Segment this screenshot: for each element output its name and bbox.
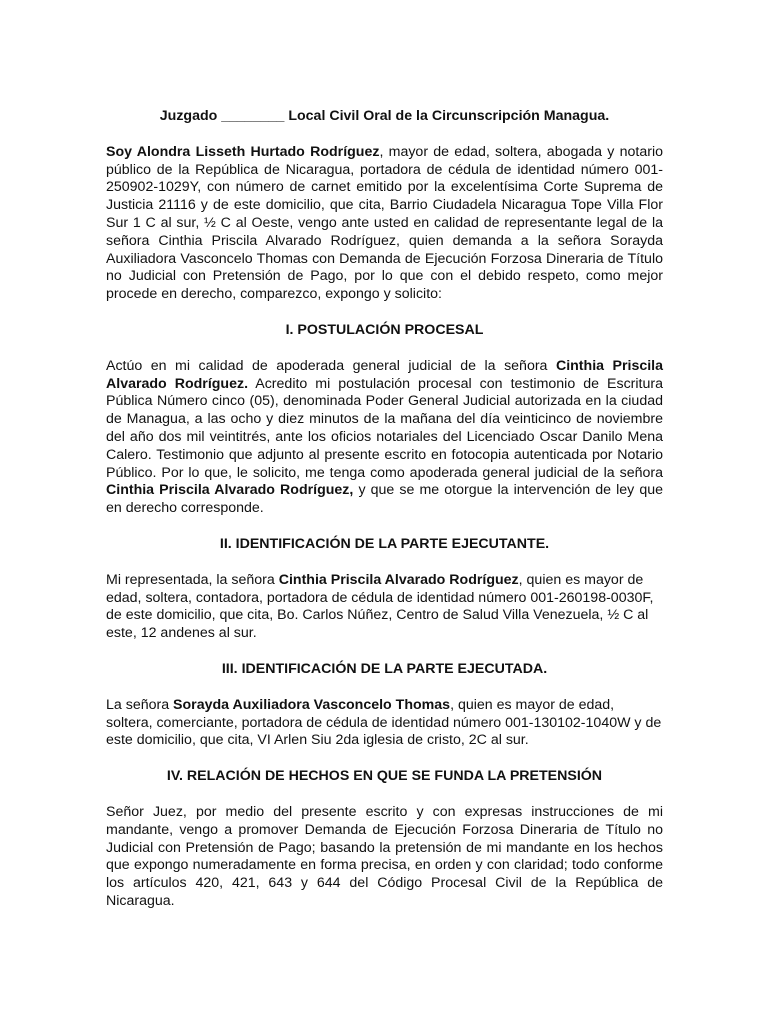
ejecutada-paragraph (106, 697, 663, 750)
attorney-name: Soy Alondra Lisseth Hurtado Rodríguez (106, 143, 380, 160)
section-heading-ejecutada: III. IDENTIFICACIÓN DE LA PARTE EJECUTADA. (221, 660, 548, 677)
intro-text: , mayor de edad, soltera, abogada y notario público de la República de Nicaragua, portadora de cédula de identidad número 001-250902-1029Y, con número de carnet emitido por la excelentísima Corte Suprema de Justicia 21116 y de este domicilio, que cita, Barrio Ciudadela Nicaragua Tope Villa Flor Sur 1 C al sur, ½ C al Oeste, vengo ante usted en calidad de representante legal de la señora Cinthia Priscila Alvarado Rodríguez, quien demanda a la señora Sorayda Auxiliadora Vasconcelo Thomas con Demanda de Ejecución Forzosa Dineraria de Título no Judicial con Pretensión de Pago, por lo que con el debido respeto, como mejor procede en derecho, comparezco, expongo y solicito: (106, 143, 663, 303)
ejecutada-name: Sorayda Auxiliadora Vasconcelo Thomas (173, 696, 451, 713)
section-heading-ejecutante: II. IDENTIFICACIÓN DE LA PARTE EJECUTANTE. (219, 535, 550, 552)
ejecutante-text-1: Mi representada, la señora (106, 571, 279, 588)
postulacion-text-1: Actúo en mi calidad de apoderada general judicial de la señora (106, 357, 556, 374)
intro-paragraph (106, 144, 663, 304)
postulacion-text-3: y que se me otorgue la intervención de ley que en derecho corresponde. (106, 482, 664, 517)
client-name-bold-2: Cinthia Priscila Alvarado Rodríguez, (106, 482, 354, 499)
postulacion-paragraph (106, 358, 663, 518)
ejecutante-paragraph (106, 572, 663, 643)
postulacion-text-2: Acredito mi postulación procesal con testimonio de Escritura Pública Número cinco (05), denominada Poder General Judicial autorizada en la ciudad de Managua, a las ocho y diez minutos de la mañana del día veinticinco de noviembre del año dos mil veintitrés, ante los oficios notariales del Licenciado Oscar Danilo Mena Calero. Testimonio que adjunto al presente escrito en fotocopia autenticada por Notario Público. Por lo que, le solicito, me tenga como apoderada general judicial de la señora (106, 375, 663, 481)
section-heading-postulacion: I. POSTULACIÓN PROCESAL (285, 321, 484, 338)
ejecutante-text-2: , quien es mayor de edad, soltera, contadora, portadora de cédula de identidad número 001-260198-0030F, de este domicilio, que cita, Bo. Carlos Núñez, Centro de Salud Villa Venezuela, ½ C al este, 12 andenes al sur. (106, 571, 654, 642)
client-name-bold-1: Cinthia Priscila Alvarado Rodríguez. (106, 357, 664, 392)
court-title: Juzgado ________ Local Civil Oral de la Circunscripción Managua. (159, 108, 610, 124)
ejecutante-name: Cinthia Priscila Alvarado Rodríguez (278, 571, 519, 588)
hechos-paragraph: Señor Juez, por medio del presente escrito y con expresas instrucciones de mi mandante, vengo a promover Demanda de Ejecución Forzosa Dineraria de Título no Judicial con Pretensión de Pago; basando la pretensión de mi mandante en los hechos que expongo numeradamente en forma precisa, en orden y con claridad; todo conforme los artículos 420, 421, 643 y 644 del Código Procesal Civil de la República de Nicaragua. (106, 803, 663, 909)
section-heading-hechos: IV. RELACIÓN DE HECHOS EN QUE SE FUNDA LA PRETENSIÓN (166, 768, 603, 785)
ejecutada-text-1: La señora (106, 696, 174, 713)
ejecutada-text-2: , quien es mayor de edad, soltera, comerciante, portadora de cédula de identidad número 001-130102-1040W y de este domicilio, que cita, VI Arlen Siu 2da iglesia de cristo, 2C al sur. (106, 696, 662, 749)
